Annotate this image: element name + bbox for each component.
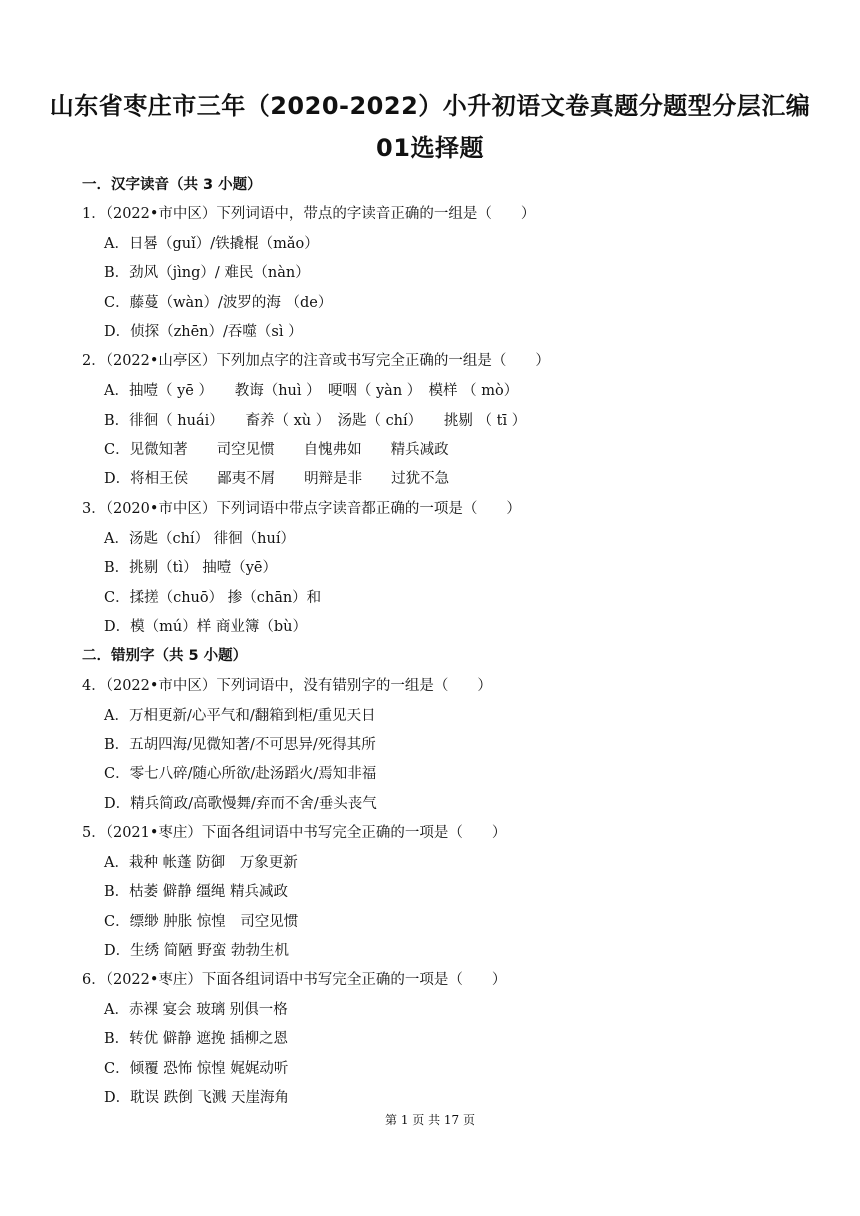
- question-option: C．倾覆 恐怖 惊惶 娓娓动听: [104, 1061, 289, 1077]
- question-option: A．汤匙（chí） 徘徊（huí）: [104, 531, 295, 547]
- question-option: A．赤裸 宴会 玻璃 别俱一格: [104, 1002, 288, 1018]
- question-option: B．枯萎 僻静 缰绳 精兵减政: [104, 884, 288, 900]
- question-option: A．日晷（guǐ）/铁撬棍（mǎo）: [104, 236, 319, 252]
- section-heading: 二．错别字（共 5 小题）: [82, 648, 248, 664]
- question-stem: 3．（2020•市中区）下列词语中带点字读音都正确的一项是（ ）: [82, 501, 521, 517]
- question-stem: 1．（2022•市中区）下列词语中，带点的字读音正确的一组是（ ）: [82, 206, 536, 222]
- question-option: A．万相更新/心平气和/翻箱到柜/重见天日: [104, 708, 376, 724]
- question-option: C．缥缈 肿胀 惊惶 司空见惯: [104, 914, 299, 930]
- question-stem: 6．（2022•枣庄）下面各组词语中书写完全正确的一项是（ ）: [82, 972, 507, 988]
- question-option: A．抽噎（ yē ） 教诲（huì ） 哽咽（ yàn ） 模样 （ mò）: [104, 383, 519, 399]
- question-option: B．徘徊（ huái） 畜养（ xù ） 汤匙（ chí） 挑剔 （ tī ）: [104, 413, 527, 429]
- question-option: A．栽种 帐蓬 防御 万象更新: [104, 855, 298, 871]
- question-option: B．五胡四海/见微知著/不可思异/死得其所: [104, 737, 376, 753]
- question-option: D．生绣 简陋 野蛮 勃勃生机: [104, 943, 289, 959]
- question-option: D．精兵简政/高歌慢舞/弃而不舍/垂头丧气: [104, 796, 377, 812]
- question-option: C．揉搓（chuō） 掺（chān）和: [104, 590, 322, 606]
- question-option: B．挑剔（tì） 抽噎（yē）: [104, 560, 278, 576]
- page-footer: 第 1 页 共 17 页: [385, 1113, 475, 1127]
- section-heading: 一．汉字读音（共 3 小题）: [82, 177, 262, 193]
- question-option: D．侦探（zhēn）/吞噬（sì ）: [104, 324, 303, 340]
- question-option: C．见微知著 司空见惯 自愧弗如 精兵减政: [104, 442, 449, 458]
- question-stem: 5．（2021•枣庄）下面各组词语中书写完全正确的一项是（ ）: [82, 825, 507, 841]
- question-option: C．藤蔓（wàn）/波罗的海 （de）: [104, 295, 333, 311]
- document-title-line2: 01选择题: [376, 134, 484, 162]
- document-title-line1: 山东省枣庄市三年（2020-2022）小升初语文卷真题分题型分层汇编: [49, 92, 811, 120]
- question-option: D．将相王侯 鄙夷不屑 明辩是非 过犹不急: [104, 471, 450, 487]
- question-stem: 4．（2022•市中区）下列词语中，没有错别字的一组是（ ）: [82, 678, 492, 694]
- question-stem: 2．（2022•山亭区）下列加点字的注音或书写完全正确的一组是（ ）: [82, 353, 550, 369]
- question-option: B．劲风（jìng）/ 难民（nàn）: [104, 265, 310, 281]
- question-option: D．耽误 跌倒 飞溅 天崖海角: [104, 1090, 289, 1106]
- question-option: D．模（mú）样 商业簿（bù）: [104, 619, 307, 635]
- question-option: C．零七八碎/随心所欲/赴汤蹈火/焉知非福: [104, 766, 377, 782]
- question-option: B．转优 僻静 遮挽 插柳之恩: [104, 1031, 288, 1047]
